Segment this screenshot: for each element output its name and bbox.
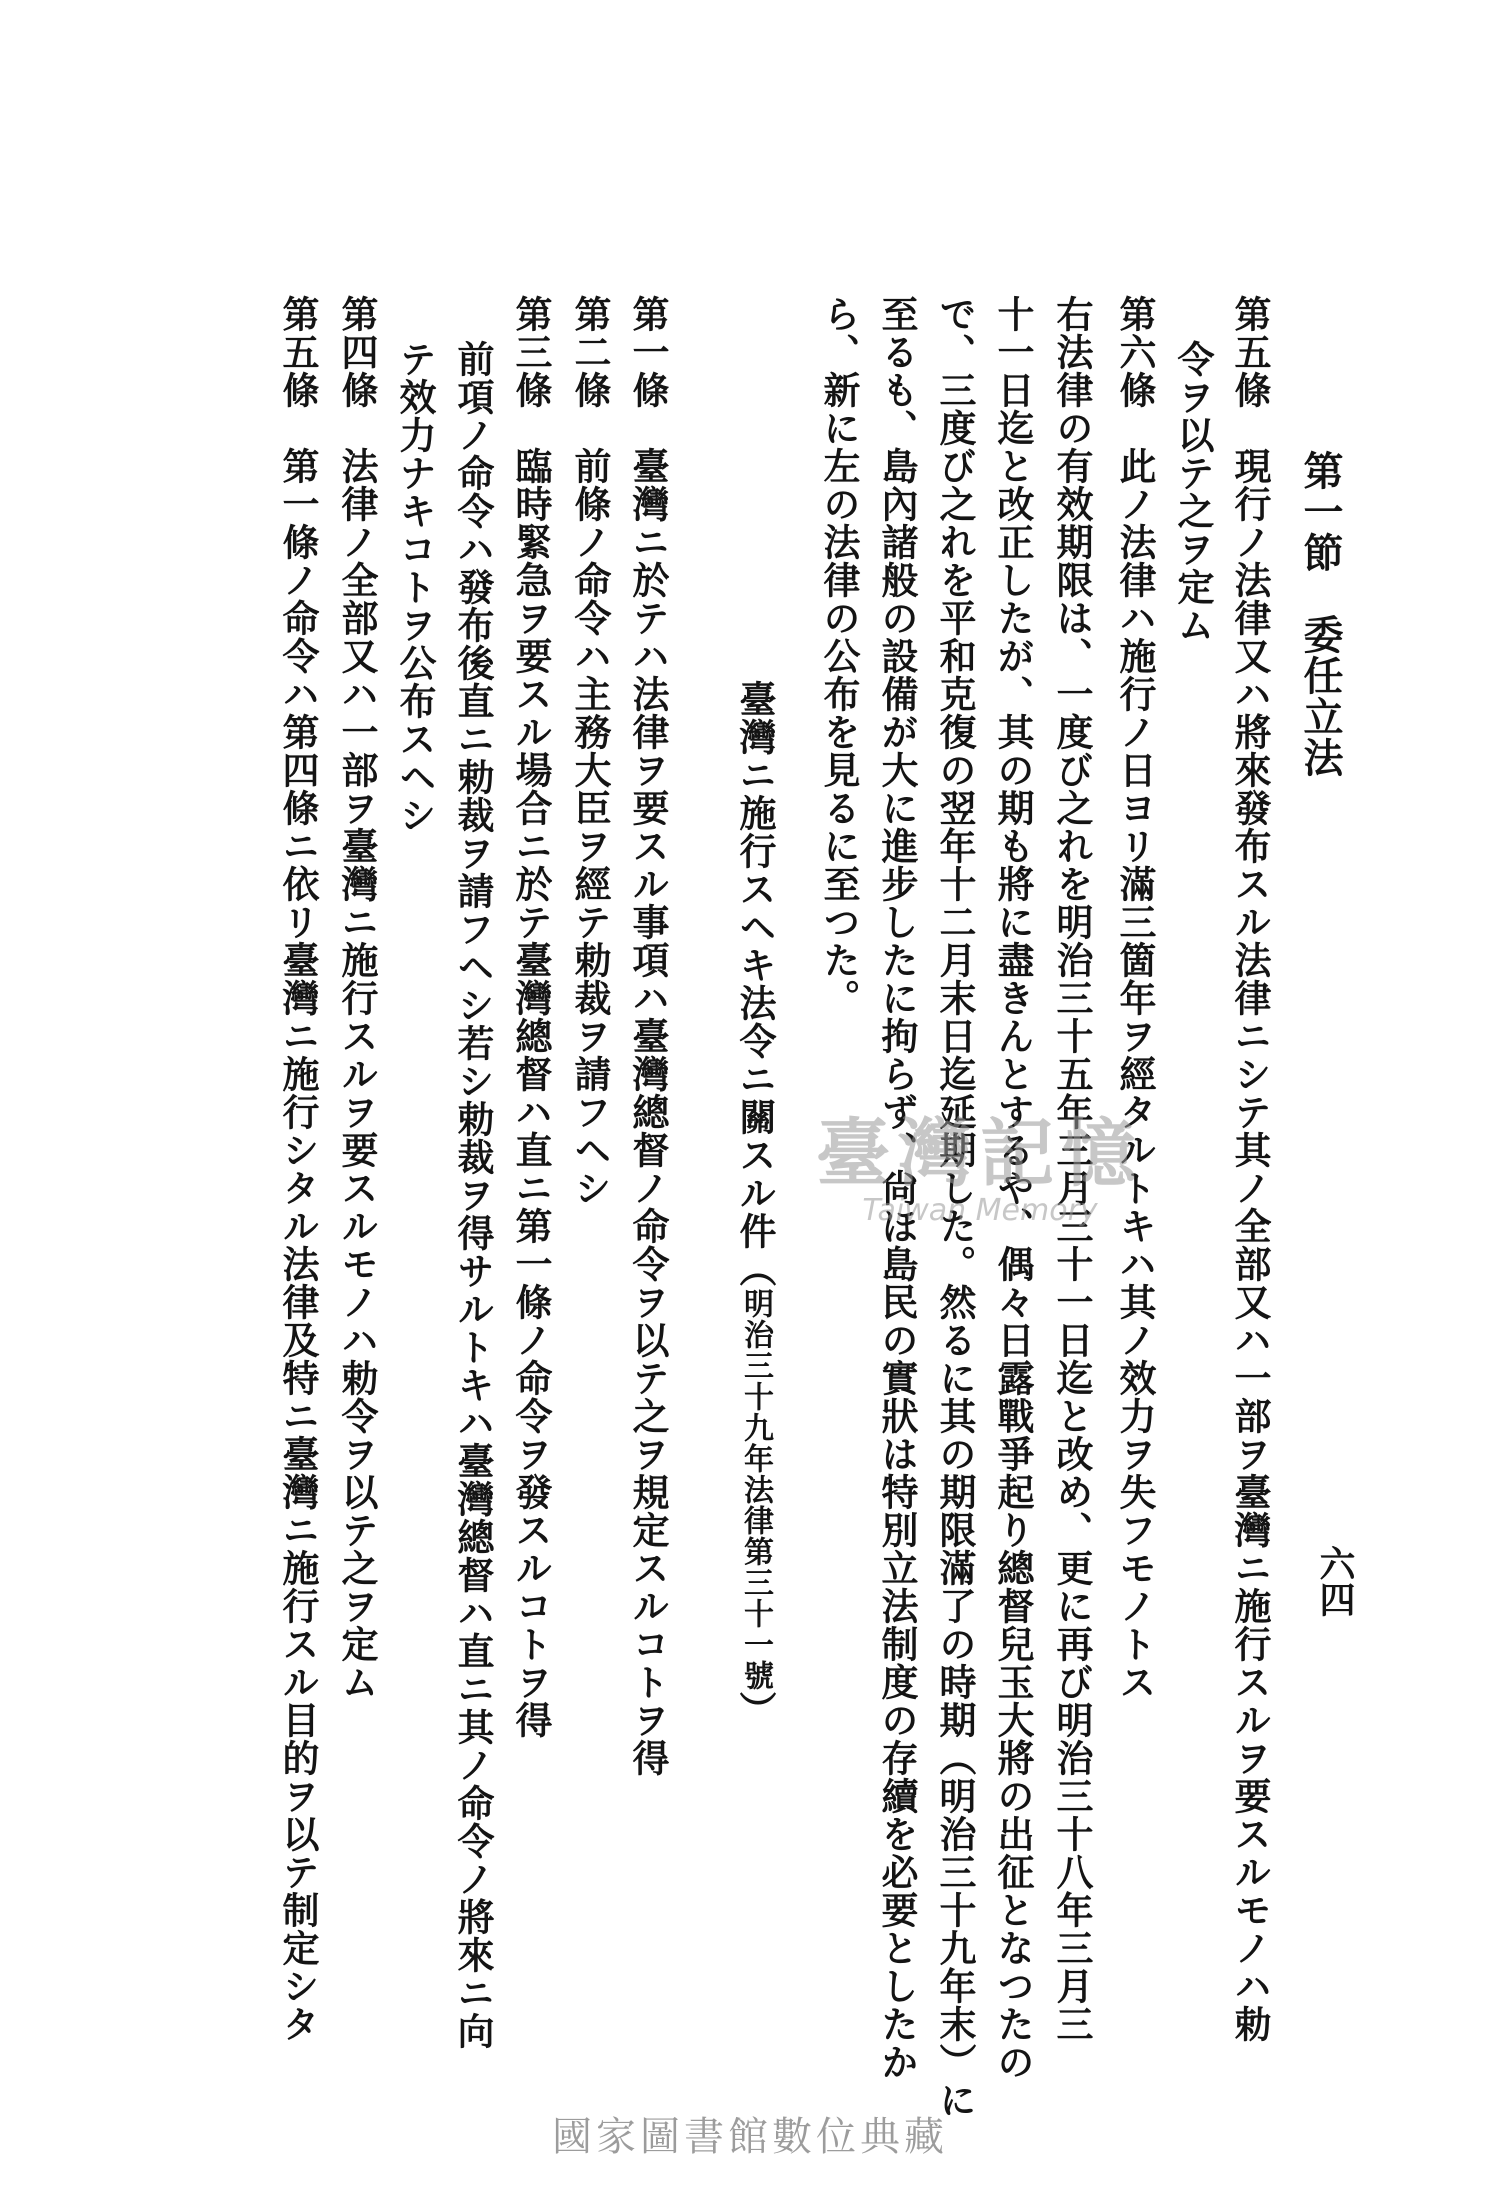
text-line-6: で、三度び之れを平和克復の翌年十二月末日迄延期した。然るに其の期限滿了の時期（明治三十九年末）に bbox=[933, 295, 977, 2119]
text-line-14: テ效力ナキコトヲ公布スヘシ bbox=[393, 340, 437, 834]
text-line-13: 前項ノ命令ハ發布後直ニ勅裁ヲ請フヘシ若シ勅裁ヲ得サルトキハ臺灣總督ハ直ニ其ノ命令ノ將來ニ向 bbox=[451, 340, 495, 2050]
law-note-line1: 明治三十九年 bbox=[738, 1288, 773, 1474]
text-line-10: 第一條 臺灣ニ於テハ法律ヲ要スル事項ハ臺灣總督ノ命令ヲ以テ之ヲ規定スルコトヲ得 bbox=[626, 295, 670, 1777]
law-note-open: （ bbox=[733, 1250, 777, 1288]
text-line-12: 第三條 臨時緊急ヲ要スル場合ニ於テ臺灣總督ハ直ニ第一條ノ命令ヲ發スルコトヲ得 bbox=[509, 295, 553, 1739]
watermark-english: Taiwan Memory bbox=[862, 1193, 1098, 1228]
law-note bbox=[730, 1288, 780, 1691]
law-title-text: 臺灣ニ施行スヘキ法令ニ關スル件 bbox=[733, 680, 777, 1250]
text-line-8: ら、新に左の法律の公布を見るに至つた。 bbox=[817, 295, 861, 1017]
text-line-7: 至るも、島內諸般の設備が大に進步したに拘らず、尙ほ島民の實狀は特別立法制度の存續を必要としたか bbox=[875, 295, 919, 2081]
text-line-5: 十一日迄と改正したが、其の期も將に盡きんとするや、偶々日露戰爭起り總督兒玉大將の出征となつたの bbox=[991, 295, 1035, 2081]
section-heading: 第一節 委任立法 bbox=[1297, 450, 1344, 778]
law-note-line2: 法律第三十一號 bbox=[738, 1474, 773, 1691]
text-line-1: 第五條 現行ノ法律又ハ將來發布スル法律ニシテ其ノ全部又ハ一部ヲ臺灣ニ施行スルヲ要スルモノハ勅 bbox=[1228, 295, 1272, 2043]
watermark bbox=[765, 1095, 1195, 1228]
law-note-close: ） bbox=[733, 1691, 777, 1729]
text-line-3: 第六條 此ノ法律ハ施行ノ日ヨリ滿三箇年ヲ經タルトキハ其ノ效力ヲ失フモノトス bbox=[1113, 295, 1157, 1701]
text-line-15: 第四條 法律ノ全部又ハ一部ヲ臺灣ニ施行スルヲ要スルモノハ勅令ヲ以テ之ヲ定ム bbox=[335, 295, 379, 1701]
text-line-16: 第五條 第一條ノ命令ハ第四條ニ依リ臺灣ニ施行シタル法律及特ニ臺灣ニ施行スル目的ヲ以テ制定シタ bbox=[276, 295, 320, 2043]
footer-credit: 國家圖書館數位典藏 bbox=[552, 2114, 948, 2160]
page-number: 六四 bbox=[1314, 1545, 1356, 1617]
text-line-2: 令ヲ以テ之ヲ定ム bbox=[1171, 340, 1215, 644]
text-line-4: 右法律の有效期限は、一度び之れを明治三十五年三月三十一日迄と改め、更に再び明治三十八年三月三 bbox=[1050, 295, 1094, 2043]
text-line-11: 第二條 前條ノ命令ハ主務大臣ヲ經テ勅裁ヲ請フヘシ bbox=[568, 295, 612, 1207]
watermark-chinese: 臺灣記憶 bbox=[816, 1111, 1144, 1197]
